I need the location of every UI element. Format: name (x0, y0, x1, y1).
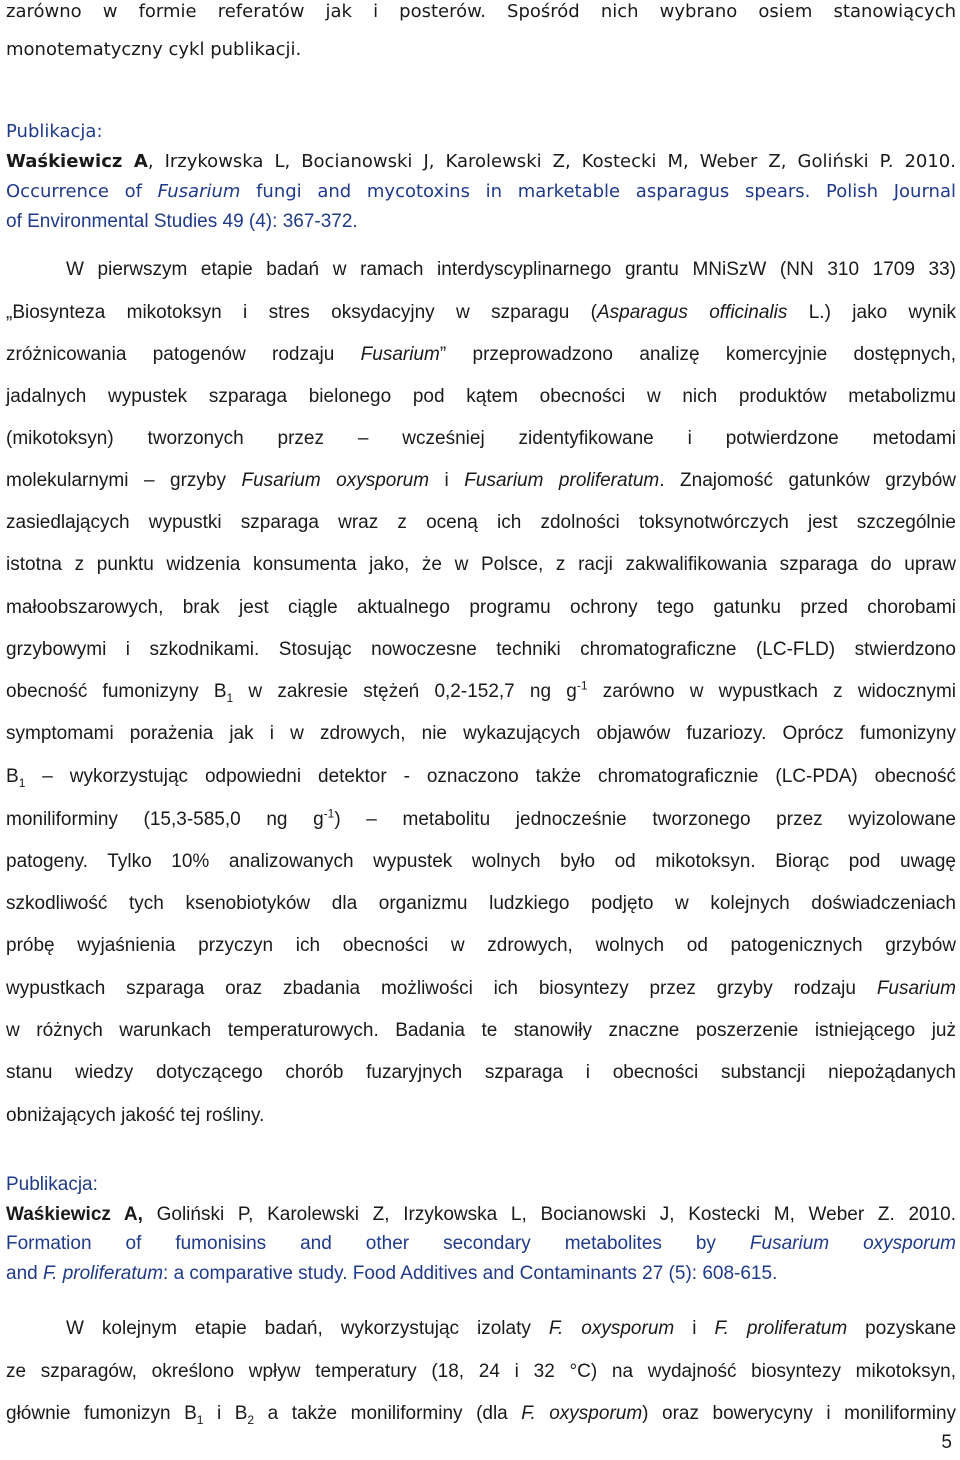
paragraph-line: małoobszarowych, brak jest ciągle aktualnego programu ochrony tego gatunku przed chorobami (6, 597, 956, 618)
paragraph-line: ze szparagów, określono wpływ temperatury (18, 24 i 32 °C) na wydajność biosyntezy mikotoksyn, (6, 1361, 956, 1382)
paragraph-line: W pierwszym etapie badań w ramach interdyscyplinarnego grantu MNiSzW (NN 310 1709 33) (66, 259, 956, 280)
paragraph-line: stanu wiedzy dotyczącego chorób fuzaryjnych szparaga i obecności substancji niepożądanych (6, 1062, 956, 1083)
paragraph-line: $B_1$ – wykorzystując odpowiedni detektor - oznaczono także chromatograficznie (LC-PDA) obecność (6, 766, 956, 790)
paragraph-line: zasiedlających wypustki szparaga wraz z oceną ich zdolności toksynotwórczych jest szczególnie (6, 512, 956, 533)
paragraph-line: wypustkach szparaga oraz zbadania możliwości ich biosyntezy przez grzyby rodzaju Fusarium (6, 978, 956, 999)
paragraph-line: obecność fumonizyny $B_1$ w zakresie stężeń 0,2-152,7 ng $g^{-1}$ zarówno w wypustkach z widocznymi (6, 678, 957, 705)
paragraph-line: (mikotoksyn) tworzonych przez – wcześniej zidentyfikowane i potwierdzone metodami (6, 428, 956, 449)
publication-citation-line: and F. proliferatum: a comparative study. Food Additives and Contaminants 27 (5): 608-615. (6, 1263, 778, 1284)
paragraph-line: moniliforminy (15,3-585,0 ng $g^{-1}$) – metabolitu jednocześnie tworzonego przez wyizolowane (6, 806, 956, 830)
paragraph-line: molekularnymi – grzyby Fusarium oxysporum i Fusarium proliferatum. Znajomość gatunków grzybów (6, 470, 957, 491)
paragraph-line: symptomami porażenia jak i w zdrowych, nie wykazujących objawów fuzariozy. Oprócz fumonizyny (6, 723, 956, 744)
paragraph-line: grzybowymi i szkodnikami. Stosując nowoczesne techniki chromatograficzne (LC-FLD) stwierdzono (6, 639, 956, 660)
page-number: 5 (941, 1432, 952, 1453)
paragraph-line: „Biosynteza mikotoksyn i stres oksydacyjny w szparagu (Asparagus officinalis L.) jako wynik (6, 302, 957, 323)
paragraph-line: obniżających jakość tej rośliny. (6, 1105, 265, 1126)
paragraph-line: głównie fumonizyn $B_1$ i $B_2$ a także moniliforminy (dla F. oxysporum) oraz bowerycyny i moniliforminy (6, 1403, 957, 1427)
paragraph-line: w różnych warunkach temperaturowych. Badania te stanowiły znaczne poszerzenie istniejącego już (6, 1020, 956, 1041)
paragraph-line: jadalnych wypustek szparaga bielonego pod kątem obecności w nich produktów metabolizmu (6, 386, 956, 407)
publication-citation-line: Occurrence of Fusarium fungi and mycotoxins in marketable asparagus spears. Polish Journal (6, 181, 956, 202)
publication-citation-line: of Environmental Studies 49 (4): 367-372. (6, 211, 358, 232)
publication-citation-line: Waśkiewicz A, Goliński P, Karolewski Z, Irzykowska L, Bocianowski J, Kostecki M, Weber Z. 2010. (6, 1204, 956, 1225)
paragraph-line: próbę wyjaśnienia przyczyn ich obecności w zdrowych, wolnych od patogenicznych grzybów (6, 935, 956, 956)
paragraph-line: W kolejnym etapie badań, wykorzystując izolaty F. oxysporum i F. proliferatum pozyskane (66, 1318, 957, 1339)
text-line: zarówno w formie referatów jak i posterów. Spośród nich wybrano osiem stanowiących (6, 1, 956, 22)
paragraph-line: istotna z punktu widzenia konsumenta jako, że w Polsce, z racji zakwalifikowania szparaga do upraw (6, 554, 956, 575)
paragraph-line: patogeny. Tylko 10% analizowanych wypustek wolnych było od mikotoksyn. Biorąc pod uwagę (6, 851, 956, 872)
publication-citation-line: Formation of fumonisins and other secondary metabolites by Fusarium oxysporum (6, 1233, 956, 1254)
publication-citation-line: Waśkiewicz A, Irzykowska L, Bocianowski J, Karolewski Z, Kostecki M, Weber Z, Goliński P. 2010. (6, 151, 956, 172)
paragraph-line: zróżnicowania patogenów rodzaju Fusarium” przeprowadzono analizę komercyjnie dostępnych, (6, 344, 957, 365)
publication-label: Publikacja: (6, 1174, 98, 1195)
paragraph-line: szkodliwość tych ksenobiotyków dla organizmu ludzkiego podjęto w kolejnych doświadczeniach (6, 893, 956, 914)
text-line: monotematyczny cykl publikacji. (6, 39, 302, 60)
publication-label: Publikacja: (6, 121, 103, 142)
